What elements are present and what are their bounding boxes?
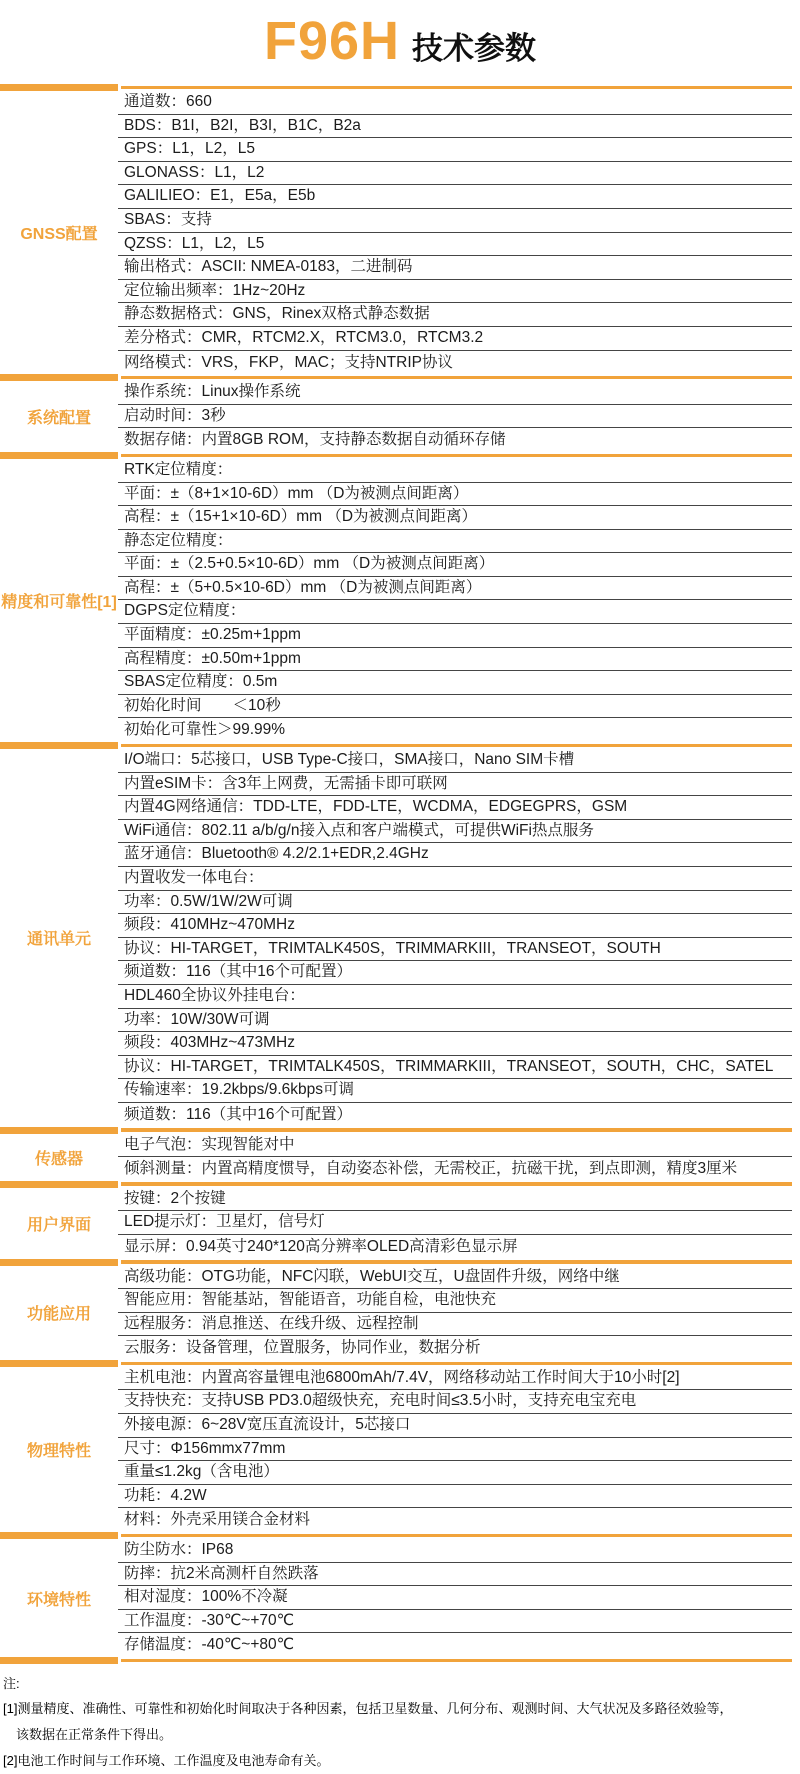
- section-label: 环境特性: [26, 1591, 91, 1609]
- section-rows: [118, 1266, 792, 1360]
- spec-row: GLONASS：L1，L2: [118, 162, 792, 186]
- spec-row: 存储温度：-40℃~+80℃: [124, 1636, 295, 1654]
- spec-row: 防尘防水：IP68: [118, 1539, 792, 1563]
- spec-row: 显示屏：0.94英寸240*120高分辨率OLED高清彩色显示屏: [124, 1237, 518, 1255]
- spec-row: GPS：L1，L2，L5: [118, 138, 792, 162]
- spec-row: 高级功能：OTG功能，NFC闪联，WebUI交互，U盘固件升级，网络中继: [118, 1266, 792, 1290]
- section-label: 传感器: [34, 1150, 83, 1168]
- divider-left-bar: [0, 84, 118, 91]
- spec-row: 内置收发一体电台：: [118, 867, 792, 891]
- divider-right-bar: [121, 1128, 792, 1132]
- spec-row: SBAS：支持: [118, 209, 792, 233]
- divider-left-bar: [0, 1259, 118, 1266]
- section-divider: [0, 1127, 792, 1134]
- spec-row: 云服务：设备管理，位置服务，协同作业，数据分析: [124, 1339, 481, 1357]
- spec-section: [0, 1188, 792, 1259]
- spec-section: [0, 1539, 792, 1657]
- section-rows: [118, 1539, 792, 1657]
- spec-section: [0, 381, 792, 452]
- divider-left-bar: [0, 374, 118, 381]
- spec-row: 功率：10W/30W可调: [118, 1009, 792, 1033]
- spec-section: [0, 1367, 792, 1532]
- spec-row: 支持快充：支持USB PD3.0超级快充，充电时间≤3.5小时，支持充电宝充电: [118, 1390, 792, 1414]
- section-label-column: [0, 459, 118, 742]
- spec-row: 初始化时间 ＜10秒: [118, 695, 792, 719]
- spec-row: 高程：±（15+1×10-6D）mm （D为被测点间距离）: [118, 506, 792, 530]
- divider-right-bar: [121, 376, 792, 380]
- section-label: 用户界面: [26, 1216, 91, 1234]
- section-divider: [0, 84, 792, 91]
- spec-row: 尺寸：Φ156mmx77mm: [118, 1438, 792, 1462]
- spec-row: 频道数：116（其中16个可配置）: [124, 1105, 352, 1123]
- spec-row: 启动时间：3秒: [118, 405, 792, 429]
- divider-right-bar: [121, 1362, 792, 1366]
- spec-row: QZSS：L1，L2，L5: [118, 233, 792, 257]
- page-title: [0, 0, 800, 84]
- spec-row: SBAS定位精度：0.5m: [118, 671, 792, 695]
- note-line: [1]测量精度、准确性、可靠性和初始化时间取决于各种因素，包括卫星数量、几何分布、观测时间、大气状况及多路径效验等，: [3, 1701, 733, 1716]
- spec-row: 操作系统：Linux操作系统: [118, 381, 792, 405]
- divider-left-bar: [0, 742, 118, 749]
- title-subtitle: 技术参数: [412, 31, 537, 66]
- section-label: 物理特性: [26, 1442, 91, 1460]
- section-label: 系统配置: [26, 410, 91, 428]
- spec-row: 防摔：抗2米高测杆自然跌落: [118, 1563, 792, 1587]
- spec-row: 平面精度：±0.25m+1ppm: [118, 624, 792, 648]
- section-label-column: [0, 1188, 118, 1259]
- divider-left-bar: [0, 1657, 118, 1664]
- spec-row: 初始化可靠性＞99.99%: [124, 721, 286, 739]
- spec-row: 频段：410MHz~470MHz: [118, 914, 792, 938]
- spec-row: 平面：±（8+1×10-6D）mm （D为被测点间距离）: [118, 483, 792, 507]
- spec-row: DGPS定位精度：: [118, 600, 792, 624]
- notes-lines: [3, 1696, 794, 1774]
- divider-right-bar: [121, 1260, 792, 1264]
- spec-row: 差分格式：CMR，RTCM2.X，RTCM3.0，RTCM3.2: [118, 327, 792, 351]
- spec-row: 平面：±（2.5+0.5×10-6D）mm （D为被测点间距离）: [118, 553, 792, 577]
- section-divider: [0, 374, 792, 381]
- spec-row: LED提示灯：卫星灯，信号灯: [118, 1211, 792, 1235]
- divider-left-bar: [0, 1360, 118, 1367]
- divider-right-bar: [121, 1182, 792, 1186]
- spec-row: 内置4G网络通信：TDD-LTE，FDD-LTE，WCDMA，EDGEGPRS，GSM: [118, 796, 792, 820]
- section-divider: [0, 1360, 792, 1367]
- spec-row: 倾斜测量：内置高精度惯导，自动姿态补偿，无需校正，抗磁干扰，到点即测，精度3厘米: [124, 1160, 738, 1178]
- spec-row: 远程服务：消息推送、在线升级、远程控制: [118, 1313, 792, 1337]
- divider-left-bar: [0, 1127, 118, 1134]
- section-label-column: [0, 381, 118, 452]
- spec-row: WiFi通信：802.11 a/b/g/n接入点和客户端模式，可提供WiFi热点服务: [118, 820, 792, 844]
- spec-section: [0, 91, 792, 374]
- spec-row: 传输速率：19.2kbps/9.6kbps可调: [118, 1079, 792, 1103]
- spec-row: 按键：2个按键: [118, 1188, 792, 1212]
- spec-row: HDL460全协议外挂电台：: [118, 985, 792, 1009]
- spec-row: 功耗：4.2W: [118, 1485, 792, 1509]
- divider-right-bar: [121, 454, 792, 458]
- note-line: [2]电池工作时间与工作环境、工作温度及电池寿命有关。: [3, 1753, 330, 1768]
- section-label-column: [0, 749, 118, 1127]
- section-rows: [118, 381, 792, 452]
- section-rows: [118, 1188, 792, 1259]
- spec-row: 蓝牙通信：Bluetooth® 4.2/2.1+EDR,2.4GHz: [118, 843, 792, 867]
- spec-row: 协议：HI-TARGET，TRIMTALK450S，TRIMMARKIII，TRANSEOT，SOUTH，CHC，SATEL: [118, 1056, 792, 1080]
- spec-section: [0, 749, 792, 1127]
- spec-row: 内置eSIM卡：含3年上网费，无需插卡即可联网: [118, 773, 792, 797]
- section-rows: [118, 1367, 792, 1532]
- divider-left-bar: [0, 1532, 118, 1539]
- spec-row: 高程：±（5+0.5×10-6D）mm （D为被测点间距离）: [118, 577, 792, 601]
- spec-row: 智能应用：智能基站，智能语音，功能自检，电池快充: [118, 1289, 792, 1313]
- spec-row: 相对湿度：100%不冷凝: [118, 1586, 792, 1610]
- section-label-column: [0, 1134, 118, 1181]
- notes-footer: [0, 1664, 800, 1774]
- spec-row: 功率：0.5W/1W/2W可调: [118, 891, 792, 915]
- divider-right-bar: [121, 1534, 792, 1538]
- note-line: 该数据在正常条件下得出。: [3, 1727, 173, 1742]
- spec-row: I/O端口：5芯接口，USB Type-C接口，SMA接口，Nano SIM卡槽: [118, 749, 792, 773]
- spec-row: 数据存储：内置8GB ROM，支持静态数据自动循环存储: [124, 431, 506, 449]
- spec-row: 电子气泡：实现智能对中: [118, 1134, 792, 1158]
- spec-row: 静态定位精度：: [118, 530, 792, 554]
- spec-section: [0, 1134, 792, 1181]
- section-label: 功能应用: [26, 1306, 91, 1324]
- spec-row: 静态数据格式：GNS，Rinex双格式静态数据: [118, 303, 792, 327]
- section-rows: [118, 91, 792, 374]
- model-name: F96H: [263, 11, 401, 71]
- divider-right-bar: [121, 1659, 792, 1663]
- divider-right-bar: [121, 744, 792, 748]
- spec-row: 频段：403MHz~473MHz: [118, 1032, 792, 1056]
- section-divider: [0, 1532, 792, 1539]
- section-divider: [0, 742, 792, 749]
- section-divider: [0, 1657, 792, 1664]
- spec-section: [0, 459, 792, 742]
- section-label: 通讯单元: [26, 931, 91, 949]
- spec-row: 定位输出频率：1Hz~20Hz: [118, 280, 792, 304]
- section-divider: [0, 1181, 792, 1188]
- spec-row: RTK定位精度：: [118, 459, 792, 483]
- section-label-column: [0, 1266, 118, 1360]
- section-label-column: [0, 91, 118, 374]
- spec-row: 输出格式：ASCII: NMEA-0183，二进制码: [118, 256, 792, 280]
- section-divider: [0, 452, 792, 459]
- spec-row: 通道数：660: [118, 91, 792, 115]
- spec-row: 工作温度：-30℃~+70℃: [118, 1610, 792, 1634]
- spec-row: 主机电池：内置高容量锂电池6800mAh/7.4V，网络移动站工作时间大于10小时[2]: [118, 1367, 792, 1391]
- section-divider: [0, 1259, 792, 1266]
- divider-left-bar: [0, 1181, 118, 1188]
- spec-section: [0, 1266, 792, 1360]
- spec-row: 高程精度：±0.50m+1ppm: [118, 648, 792, 672]
- notes-heading: 注:: [3, 1676, 20, 1691]
- section-label-column: [0, 1367, 118, 1532]
- spec-row: 协议：HI-TARGET，TRIMTALK450S，TRIMMARKIII，TRANSEOT，SOUTH: [118, 938, 792, 962]
- section-label: GNSS配置: [20, 226, 98, 244]
- divider-left-bar: [0, 452, 118, 459]
- section-label: 精度和可靠性[1]: [1, 593, 117, 611]
- spec-row: BDS：B1I，B2I，B3I，B1C，B2a: [118, 115, 792, 139]
- spec-row: 材料：外壳采用镁合金材料: [124, 1511, 311, 1529]
- section-rows: [118, 749, 792, 1127]
- section-rows: [118, 459, 792, 742]
- spec-row: 网络模式：VRS，FKP，MAC；支持NTRIP协议: [124, 353, 453, 371]
- section-rows: [118, 1134, 792, 1181]
- section-label-column: [0, 1539, 118, 1657]
- spec-table: [0, 84, 792, 1664]
- spec-row: 频道数：116（其中16个可配置）: [118, 961, 792, 985]
- spec-row: GALILIEO：E1，E5a，E5b: [118, 185, 792, 209]
- divider-right-bar: [121, 86, 792, 90]
- spec-row: 外接电源：6~28V宽压直流设计，5芯接口: [118, 1414, 792, 1438]
- spec-row: 重量≤1.2kg（含电池）: [118, 1461, 792, 1485]
